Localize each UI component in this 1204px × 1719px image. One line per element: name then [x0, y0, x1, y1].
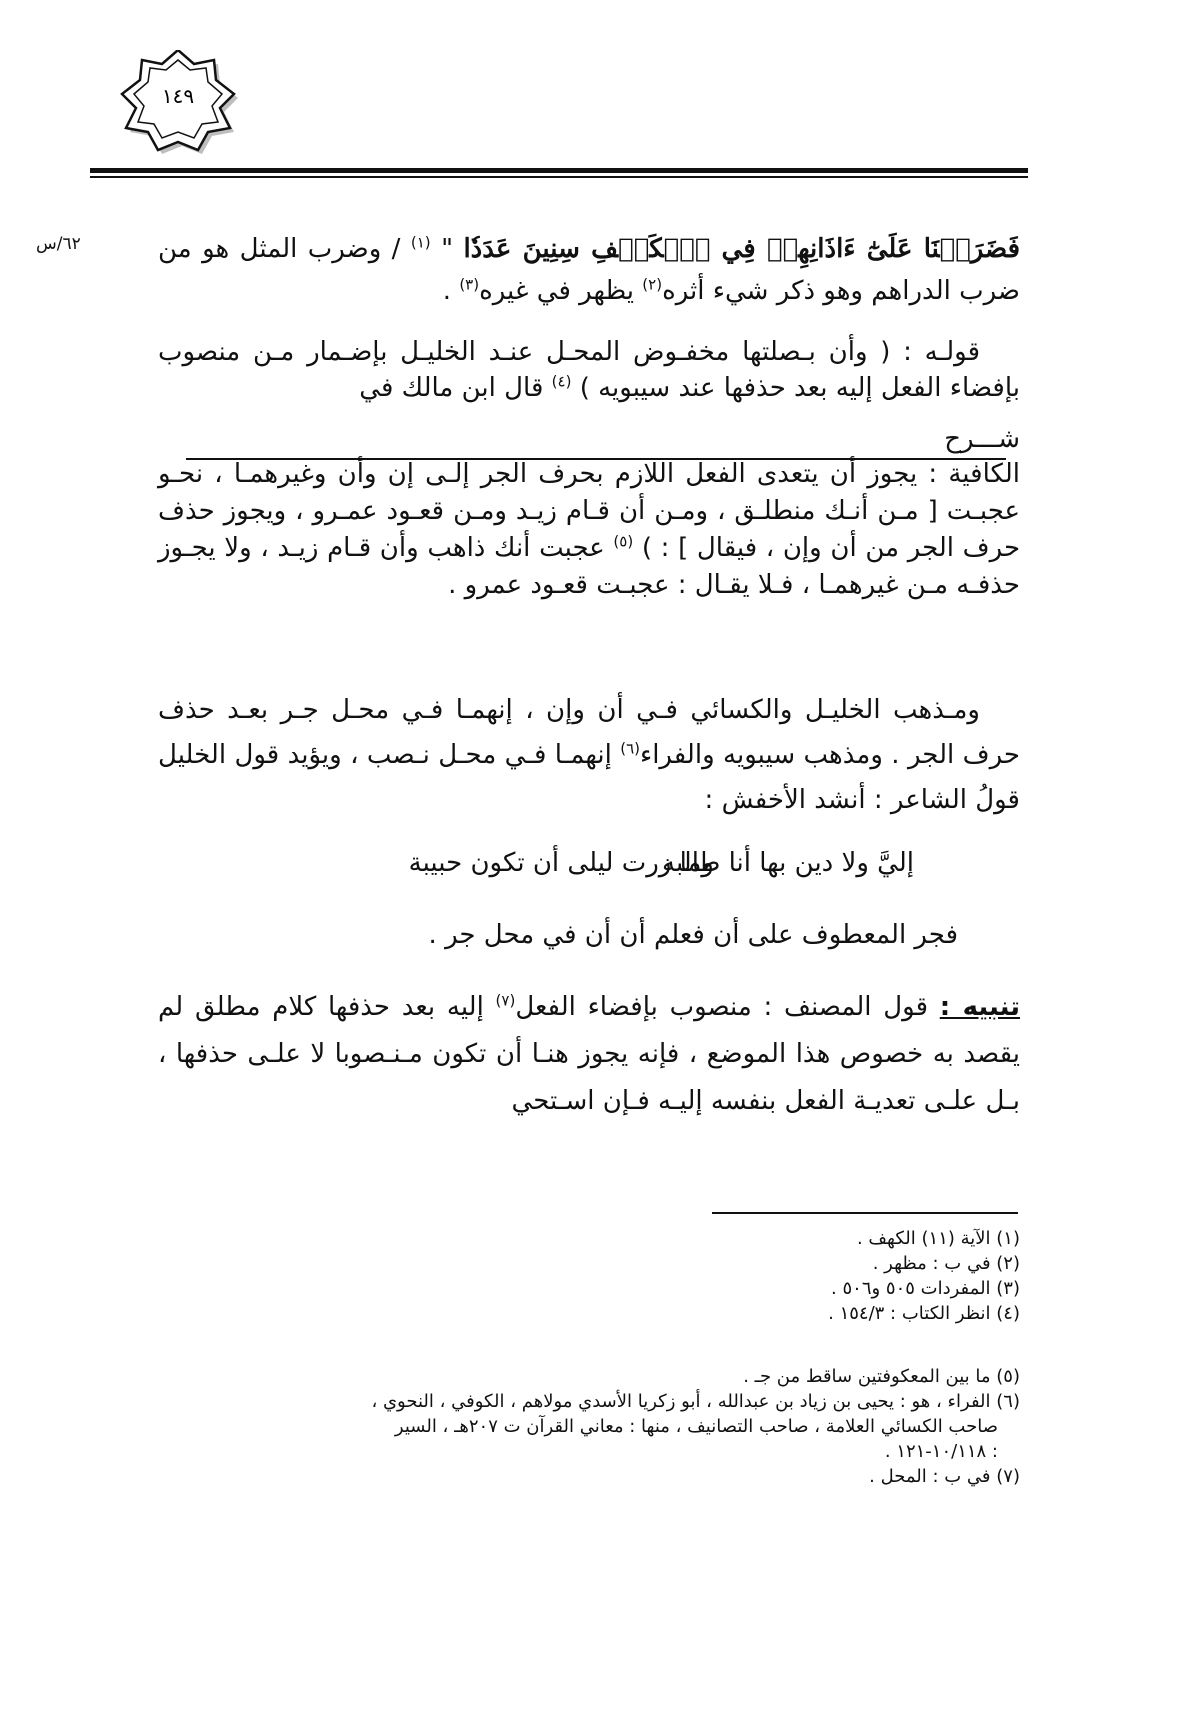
header-rule-thin — [90, 176, 1028, 178]
footnote-4: (٤) انظر الكتاب : ١٥٤/٣ . — [828, 1303, 1020, 1324]
footnote-ref-3[interactable]: (٣) — [459, 275, 480, 294]
footnote-5: (٥) ما بين المعكوفتين ساقط من جـ . — [743, 1366, 1020, 1387]
paragraph-2 — [158, 334, 1020, 406]
footnote-ref-2[interactable]: (٢) — [642, 275, 663, 294]
poem-hemistich-1: وما زرت ليلى أن تكون حبيبة — [408, 848, 714, 878]
footnote-ref-5[interactable]: (٥) — [613, 532, 634, 551]
footnotes-group-1 — [828, 1226, 1020, 1326]
footnote-2: (٢) في ب : مظهر . — [872, 1253, 1020, 1274]
paragraph-1 — [158, 228, 1020, 312]
paragraph-1-text: / وضرب المثل هو من ضرب الدراهم وهو ذكر شيء أثره — [158, 234, 1020, 306]
paragraph-4-text-1: ومـذهب الخليـل والكسائي فـي أن وإن ، إنهمـا فـي محـل جـر بعـد حذف حرف الجر . ومذهب سيبويه والفراء — [158, 695, 1020, 770]
quote-mark: " — [441, 234, 454, 264]
paragraph-6 — [158, 984, 1020, 1125]
quran-verse: فَضَرَبۡنَا عَلَىٰٓ ءَاذَانِهِمۡ فِي ٱلۡكَهۡفِ سِنِينَ عَدَدٗا — [463, 234, 1021, 264]
poem-hemistich-2: إليَّ ولا دين بها أنا طالبه — [662, 848, 914, 878]
paragraph-6-text-1: قول المصنف : منصوب بإفضاء الفعل — [515, 992, 928, 1022]
footnote-6-line-3: : ١٠/١١٨-١٢١ . — [884, 1441, 998, 1462]
paragraph-3-text-2: عجبت أنك ذاهب وأن قـام زيـد ، ولا يجـوز حذفـه مـن غيرهمـا ، فـلا يقـال : عجبـت قعـود عمرو . — [158, 533, 1020, 600]
page-number-ornament — [118, 50, 248, 162]
paragraph-5: فجر المعطوف على أن فعلم أن أن في محل جر . — [428, 920, 958, 950]
margin-manuscript-note: ٦٢/س — [36, 234, 81, 254]
footnote-6-line-2: صاحب الكسائي العلامة ، صاحب التصانيف ، منها : معاني القرآن ت ٢٠٧هـ ، السير — [394, 1416, 998, 1437]
paragraph-1-end: . — [442, 276, 452, 306]
paragraph-3 — [158, 456, 1020, 604]
tanbih-label: تنبيه : — [939, 992, 1021, 1022]
paragraph-3-text-1: الكافية : يجوز أن يتعدى الفعل اللازم بحرف الجر إلـى إن وأن وغيرهمـا ، نحـو عجبـت [ مـن أنـك منطلـق ، ومـن أن قـام زيـد ومـن قعـود عمـرو ، ويجوز حذف حرف الجر من أن وإن ، فيقال ] : ) — [158, 459, 1021, 563]
footnote-separator — [712, 1212, 1018, 1214]
sharh-word: شـــرح — [944, 424, 1020, 454]
paragraph-4-text-2: إنهمـا فـي محـل نـصب ، ويؤيد قول الخليل قولُ الشاعر : أنشد الأخفش : — [158, 740, 1020, 815]
paragraph-1-text-2: يظهر في غيره — [479, 276, 635, 306]
footnote-7: (٧) في ب : المحل . — [869, 1466, 1020, 1487]
header-rule-thick — [90, 168, 1028, 173]
footnote-ref-6[interactable]: (٦) — [620, 739, 640, 758]
paragraph-4 — [158, 688, 1020, 823]
paragraph-2-text: قولـه : ( وأن بـصلتها مخفـوض المحـل عنـد الخليـل بإضـمار مـن منصوب بإفضاء الفعل إليه بعد حذفها عند سيبويه ) — [158, 337, 1020, 403]
footnote-6: (٦) الفراء ، هو : يحيى بن زياد بن عبدالله ، أبو زكريا الأسدي مولاهم ، الكوفي ، النحوي ، — [371, 1391, 1020, 1412]
footnote-3: (٣) المفردات ٥٠٥ و٥٠٦ . — [831, 1278, 1020, 1299]
footnote-1: (١) الآية (١١) الكهف . — [856, 1228, 1020, 1249]
footnote-ref-4[interactable]: (٤) — [551, 372, 572, 391]
paragraph-6-text-2: إليه بعد حذفها كلام مطلق لم يقصد به خصوص هذا الموضع ، فإنه يجوز هنـا أن تكون مـنـصوبا لا علـى حذفها ، بـل علـى تعديـة الفعل بنفسه إليـه فـإن اسـتحي — [158, 992, 1020, 1116]
page-number: ١٤٩ — [161, 84, 195, 108]
footnote-ref-1[interactable]: (١) — [410, 233, 431, 252]
footnote-ref-7[interactable]: (٧) — [495, 991, 516, 1010]
paragraph-2-after: قال ابن مالك في — [359, 373, 544, 403]
footnotes-group-2 — [371, 1364, 1020, 1489]
